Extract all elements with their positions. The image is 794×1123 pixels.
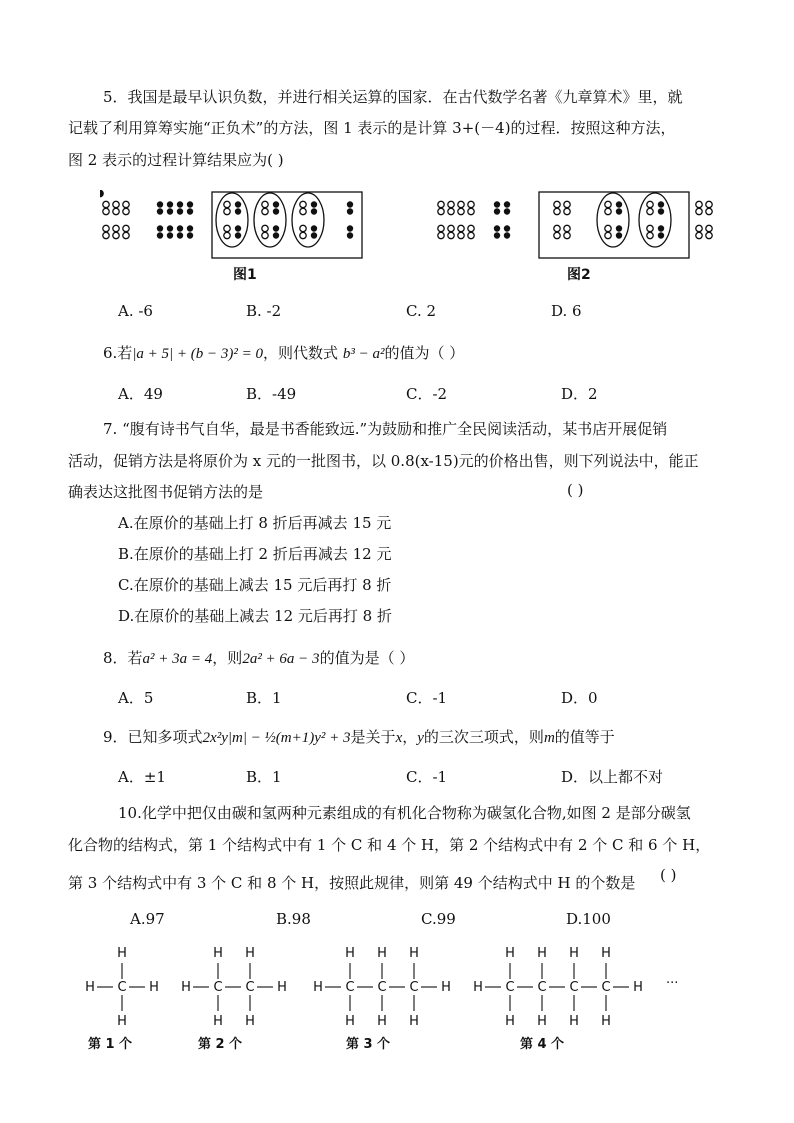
hydrogen-atom: H bbox=[117, 946, 127, 961]
q10-option-b: B.98 bbox=[276, 910, 311, 928]
carbon-atom: C bbox=[345, 980, 355, 995]
q9-sep: ， bbox=[402, 728, 418, 746]
q9-middle: 是关于 bbox=[350, 728, 396, 746]
structure-caption-4: 第 4 个 bbox=[519, 1037, 565, 1052]
q6-stem bbox=[103, 342, 464, 363]
carbon-atom: C bbox=[117, 980, 127, 995]
q6-expression: b³ − a² bbox=[342, 346, 385, 362]
q7-option-b: B.在原价的基础上打 2 折后再减去 12 元 bbox=[118, 545, 392, 563]
q6-option-a: A．49 bbox=[118, 385, 163, 403]
hydrocarbon-structures bbox=[80, 940, 720, 1060]
carbon-atom: C bbox=[245, 980, 255, 995]
figure-2-caption: 图2 bbox=[567, 267, 591, 283]
q5-line3: 图 2 表示的过程计算结果应为( ) bbox=[68, 151, 284, 169]
hydrogen-atom: H bbox=[505, 946, 515, 961]
carbon-atom: C bbox=[537, 980, 547, 995]
hydrogen-atom: H bbox=[409, 946, 419, 961]
q8-suffix: 的值为是（ ） bbox=[319, 649, 415, 667]
figure-2-counting-rods bbox=[435, 190, 715, 260]
hydrogen-atom: H bbox=[245, 946, 255, 961]
q9-prefix: 9．已知多项式 bbox=[103, 728, 203, 746]
q10-option-c: C.99 bbox=[421, 910, 456, 928]
q7-line3: 确表达这批图书促销方法的是 bbox=[68, 483, 264, 501]
q8-middle: ，则 bbox=[212, 649, 243, 667]
q9-polynomial: 2x²y|m| − ½(m+1)y² + 3 bbox=[202, 730, 351, 746]
q6-middle: ，则代数式 bbox=[263, 344, 339, 362]
q8-prefix: 8．若 bbox=[103, 649, 143, 667]
q9-tail: 的值等于 bbox=[554, 728, 615, 746]
hydrogen-atom: H bbox=[117, 1014, 127, 1029]
hydrogen-atom: H bbox=[601, 1014, 611, 1029]
q6-option-b: B．-49 bbox=[246, 385, 297, 403]
q9-option-d: D．以上都不对 bbox=[561, 768, 664, 786]
q8-option-d: D．0 bbox=[561, 689, 598, 707]
q7-option-c: C.在原价的基础上减去 15 元后再打 8 折 bbox=[118, 576, 392, 594]
q6-suffix: 的值为（ ） bbox=[384, 344, 465, 362]
hydrogen-atom: H bbox=[409, 1014, 419, 1029]
q6-prefix: 6.若 bbox=[103, 344, 133, 362]
hydrogen-atom: H bbox=[181, 980, 191, 995]
q8-equation: a² + 3a = 4 bbox=[142, 651, 213, 667]
q10-option-a: A.97 bbox=[130, 910, 165, 928]
hydrogen-atom: H bbox=[473, 980, 483, 995]
structure-caption-1: 第 1 个 bbox=[87, 1037, 133, 1052]
hydrogen-atom: H bbox=[213, 1014, 223, 1029]
q7-line2: 活动，促销方法是将原价为 x 元的一批图书，以 0.8(x-15)元的价格出售，则下列说法中，能正 bbox=[68, 452, 699, 470]
q6-option-c: C．-2 bbox=[406, 385, 448, 403]
q10-line3: 第 3 个结构式中有 3 个 C 和 8 个 H，按照此规律，则第 49 个结构式中 H 的个数是 bbox=[68, 874, 636, 892]
carbon-atom: C bbox=[569, 980, 579, 995]
hydrogen-atom: H bbox=[85, 980, 95, 995]
hydrogen-atom: H bbox=[505, 1014, 515, 1029]
q7-option-d: D.在原价的基础上减去 12 元后再打 8 折 bbox=[118, 607, 392, 625]
q10-line1: 10.化学中把仅由碳和氢两种元素组成的有机化合物称为碳氢化合物,如图 2 是部分碳氢 bbox=[118, 804, 691, 822]
hydrogen-atom: H bbox=[277, 980, 287, 995]
figure-1-counting-rods bbox=[100, 190, 370, 260]
q7-line1: 7. “腹有诗书气自华，最是书香能致远.”为鼓励和推广全民阅读活动，某书店开展促销 bbox=[103, 420, 668, 438]
q9-option-a: A．±1 bbox=[118, 768, 166, 786]
q7-option-a: A.在原价的基础上打 8 折后再减去 15 元 bbox=[118, 514, 392, 532]
carbon-atom: C bbox=[409, 980, 419, 995]
q9-var-m: m bbox=[543, 730, 555, 746]
q9-suffix: 的三次三项式，则 bbox=[423, 728, 544, 746]
hydrogen-atom: H bbox=[601, 946, 611, 961]
hydrogen-atom: H bbox=[633, 980, 643, 995]
q8-stem bbox=[103, 647, 414, 668]
carbon-atom: C bbox=[377, 980, 387, 995]
hydrogen-atom: H bbox=[441, 980, 451, 995]
q5-option-a: A. -6 bbox=[118, 302, 153, 320]
q8-option-b: B．1 bbox=[246, 689, 282, 707]
q8-option-a: A．5 bbox=[118, 689, 154, 707]
q7-answer-bracket: ( ) bbox=[567, 481, 584, 499]
structure-caption-3: 第 3 个 bbox=[345, 1037, 391, 1052]
structure-caption-2: 第 2 个 bbox=[197, 1037, 243, 1052]
q5-line2: 记载了利用算筹实施“正负术”的方法，图 1 表示的是计算 3+(－4)的过程．按照这种方法， bbox=[68, 119, 676, 137]
q5-option-b: B. -2 bbox=[246, 302, 282, 320]
hydrogen-atom: H bbox=[345, 1014, 355, 1029]
q5-option-d: D. 6 bbox=[551, 302, 582, 320]
hydrogen-atom: H bbox=[345, 946, 355, 961]
q5-option-c: C. 2 bbox=[406, 302, 437, 320]
hydrogen-atom: H bbox=[377, 1014, 387, 1029]
q10-answer-bracket: ( ) bbox=[660, 866, 677, 884]
hydrogen-atom: H bbox=[213, 946, 223, 961]
q8-option-c: C．-1 bbox=[406, 689, 448, 707]
carbon-atom: C bbox=[505, 980, 515, 995]
q8-expression: 2a² + 6a − 3 bbox=[242, 651, 320, 667]
hydrogen-atom: H bbox=[569, 1014, 579, 1029]
hydrogen-atom: H bbox=[245, 1014, 255, 1029]
hydrogen-atom: H bbox=[569, 946, 579, 961]
q10-line2: 化合物的结构式，第 1 个结构式中有 1 个 C 和 4 个 H，第 2 个结构式中有 2 个 C 和 6 个 H， bbox=[68, 836, 711, 854]
q10-option-d: D.100 bbox=[566, 910, 611, 928]
hydrogen-atom: H bbox=[537, 946, 547, 961]
continuation-ellipsis: ··· bbox=[666, 976, 679, 991]
q9-option-c: C．-1 bbox=[406, 768, 448, 786]
q6-equation: |a + 5| + (b − 3)² = 0 bbox=[132, 346, 264, 362]
q5-line1: 5．我国是最早认识负数，并进行相关运算的国家．在古代数学名著《九章算术》里，就 bbox=[103, 88, 683, 106]
q9-stem bbox=[103, 726, 615, 747]
q9-var-x: x bbox=[395, 730, 403, 746]
hydrogen-atom: H bbox=[313, 980, 323, 995]
hydrogen-atom: H bbox=[149, 980, 159, 995]
carbon-atom: C bbox=[213, 980, 223, 995]
q9-option-b: B．1 bbox=[246, 768, 282, 786]
q6-option-d: D．2 bbox=[561, 385, 598, 403]
hydrogen-atom: H bbox=[377, 946, 387, 961]
hydrogen-atom: H bbox=[537, 1014, 547, 1029]
carbon-atom: C bbox=[601, 980, 611, 995]
figure-1-caption: 图1 bbox=[233, 267, 257, 283]
q9-var-y: y bbox=[417, 730, 424, 746]
